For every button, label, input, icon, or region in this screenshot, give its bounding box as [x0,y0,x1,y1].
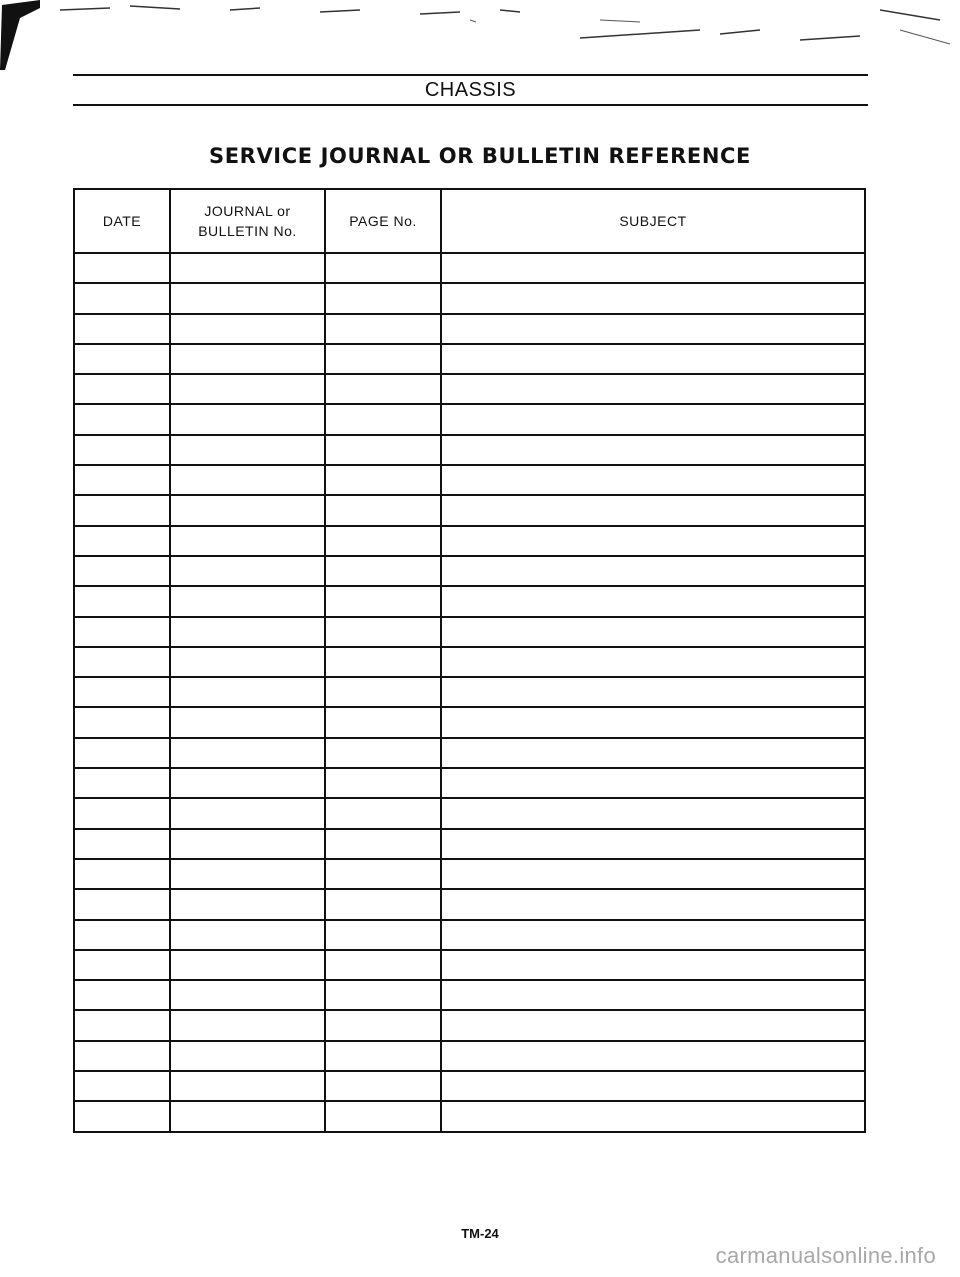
date-cell[interactable] [74,314,170,344]
subject-cell[interactable] [441,980,865,1010]
table-row [74,677,865,707]
section-header: CHASSIS [73,74,868,106]
table-row [74,920,865,950]
date-cell[interactable] [74,465,170,495]
date-cell[interactable] [74,768,170,798]
journal-cell[interactable] [170,1101,325,1131]
date-cell[interactable] [74,344,170,374]
page-cell[interactable] [325,920,441,950]
table-row [74,829,865,859]
subject-cell[interactable] [441,1010,865,1040]
journal-cell[interactable] [170,556,325,586]
table-row [74,738,865,768]
subject-cell[interactable] [441,677,865,707]
table-row [74,404,865,434]
watermark: carmanualsonline.info [715,1243,936,1268]
page-cell[interactable] [325,829,441,859]
date-cell[interactable] [74,253,170,283]
journal-cell[interactable] [170,859,325,889]
date-cell[interactable] [74,980,170,1010]
journal-cell[interactable] [170,707,325,737]
table-row [74,859,865,889]
subject-cell[interactable] [441,526,865,556]
table-row [74,798,865,828]
subject-cell[interactable] [441,768,865,798]
page-cell[interactable] [325,950,441,980]
page-cell[interactable] [325,1101,441,1131]
page-cell[interactable] [325,253,441,283]
date-cell[interactable] [74,1071,170,1101]
subject-cell[interactable] [441,798,865,828]
subject-cell[interactable] [441,1041,865,1071]
subject-cell[interactable] [441,829,865,859]
page-cell[interactable] [325,526,441,556]
page-number: TM-24 [461,1226,499,1241]
date-cell[interactable] [74,738,170,768]
subject-cell[interactable] [441,344,865,374]
subject-cell[interactable] [441,617,865,647]
table-row [74,314,865,344]
subject-cell[interactable] [441,586,865,616]
journal-cell[interactable] [170,798,325,828]
date-cell[interactable] [74,404,170,434]
table-row [74,1041,865,1071]
date-cell[interactable] [74,707,170,737]
table-row [74,707,865,737]
date-cell[interactable] [74,526,170,556]
page-cell[interactable] [325,586,441,616]
page-cell[interactable] [325,556,441,586]
date-cell[interactable] [74,495,170,525]
page-cell[interactable] [325,314,441,344]
subject-cell[interactable] [441,283,865,313]
table-row [74,1071,865,1101]
journal-cell[interactable] [170,1071,325,1101]
table-header-row [74,189,865,253]
journal-cell[interactable] [170,374,325,404]
date-cell[interactable] [74,283,170,313]
table-row [74,374,865,404]
table-row [74,283,865,313]
page-cell[interactable] [325,768,441,798]
subject-cell[interactable] [441,738,865,768]
date-cell[interactable] [74,950,170,980]
column-header-journal-line-1: JOURNAL or [204,203,291,219]
subject-cell[interactable] [441,556,865,586]
date-cell[interactable] [74,1041,170,1071]
subject-cell[interactable] [441,314,865,344]
date-cell[interactable] [74,798,170,828]
journal-cell[interactable] [170,344,325,374]
journal-cell[interactable] [170,920,325,950]
page-cell[interactable] [325,738,441,768]
date-cell[interactable] [74,1101,170,1131]
date-cell[interactable] [74,586,170,616]
table-row [74,647,865,677]
journal-cell[interactable] [170,829,325,859]
journal-cell[interactable] [170,526,325,556]
table-row [74,495,865,525]
journal-cell[interactable] [170,768,325,798]
subject-cell[interactable] [441,647,865,677]
journal-cell[interactable] [170,586,325,616]
journal-cell[interactable] [170,404,325,434]
page-cell[interactable] [325,1071,441,1101]
table-row [74,586,865,616]
subject-cell[interactable] [441,950,865,980]
subject-cell[interactable] [441,1101,865,1131]
page-cell[interactable] [325,283,441,313]
page-cell[interactable] [325,344,441,374]
column-header-journal [170,189,325,253]
page-cell[interactable] [325,1041,441,1071]
journal-cell[interactable] [170,1010,325,1040]
page-cell[interactable] [325,980,441,1010]
journal-cell[interactable] [170,435,325,465]
subject-cell[interactable] [441,253,865,283]
page-title: SERVICE JOURNAL OR BULLETIN REFERENCE [209,144,751,168]
table-row [74,344,865,374]
journal-cell[interactable] [170,253,325,283]
column-header-subject [441,189,865,253]
table-row [74,1010,865,1040]
page-cell[interactable] [325,465,441,495]
page-cell[interactable] [325,647,441,677]
journal-cell[interactable] [170,1041,325,1071]
table-row [74,465,865,495]
subject-cell[interactable] [441,495,865,525]
page-cell[interactable] [325,859,441,889]
date-cell[interactable] [74,1010,170,1040]
subject-cell[interactable] [441,435,865,465]
journal-cell[interactable] [170,465,325,495]
date-cell[interactable] [74,829,170,859]
date-cell[interactable] [74,677,170,707]
date-cell[interactable] [74,435,170,465]
page-cell[interactable] [325,889,441,919]
date-cell[interactable] [74,374,170,404]
table-row [74,435,865,465]
page-cell[interactable] [325,707,441,737]
page-cell[interactable] [325,1010,441,1040]
journal-cell[interactable] [170,314,325,344]
page-cell[interactable] [325,617,441,647]
subject-cell[interactable] [441,465,865,495]
journal-cell[interactable] [170,950,325,980]
subject-cell[interactable] [441,1071,865,1101]
table-row [74,556,865,586]
journal-cell[interactable] [170,283,325,313]
subject-cell[interactable] [441,404,865,434]
date-cell[interactable] [74,889,170,919]
subject-cell[interactable] [441,374,865,404]
page-cell[interactable] [325,435,441,465]
table-row [74,1101,865,1131]
table-row [74,889,865,919]
journal-cell[interactable] [170,738,325,768]
table-row [74,617,865,647]
journal-cell[interactable] [170,980,325,1010]
page-cell[interactable] [325,798,441,828]
page-cell[interactable] [325,677,441,707]
date-cell[interactable] [74,647,170,677]
page-cell[interactable] [325,374,441,404]
service-journal-table [73,188,866,1133]
column-header-date-label: DATE [102,213,142,229]
date-cell[interactable] [74,556,170,586]
column-header-date [74,189,170,253]
date-cell[interactable] [74,920,170,950]
subject-cell[interactable] [441,859,865,889]
column-header-page-label: PAGE No. [349,213,417,229]
subject-cell[interactable] [441,707,865,737]
column-header-subject-label: SUBJECT [619,213,687,229]
journal-cell[interactable] [170,677,325,707]
subject-cell[interactable] [441,920,865,950]
journal-cell[interactable] [170,617,325,647]
table-body [74,253,865,1132]
journal-cell[interactable] [170,647,325,677]
page-cell[interactable] [325,495,441,525]
table-row [74,950,865,980]
column-header-journal-line-2: BULLETIN No. [198,223,297,239]
table-row [74,526,865,556]
table-row [74,253,865,283]
subject-cell[interactable] [441,889,865,919]
date-cell[interactable] [74,859,170,889]
date-cell[interactable] [74,617,170,647]
page-cell[interactable] [325,404,441,434]
table-row [74,768,865,798]
journal-cell[interactable] [170,889,325,919]
column-header-page [325,189,441,253]
journal-cell[interactable] [170,495,325,525]
table-row [74,980,865,1010]
